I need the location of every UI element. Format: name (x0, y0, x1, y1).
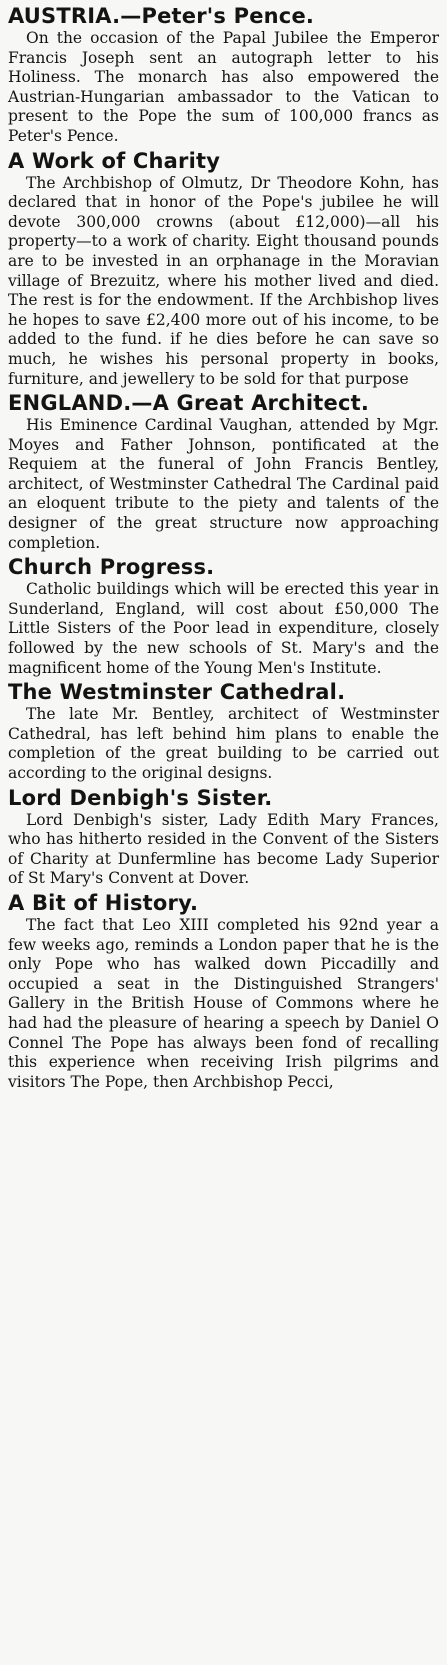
article-heading: The Westminster Cathedral. (8, 680, 346, 705)
article-body: Catholic buildings which will be erected this year in Sunderland, England, will cost about £50,000 The Little Sisters of the Poor lead in expenditure, closely followed by the new schools of St. Mary's and the magnificent home of the Young Men's Institute. (8, 580, 439, 677)
article-heading: Church Progress. (8, 555, 215, 580)
article-body: The fact that Leo XIII completed his 92nd year a few weeks ago, reminds a London paper that he is the only Pope who has walked down Piccadilly and occupied a seat in the Distinguished Strangers' Gallery in the British House of Commons where he had had the pleasure of hearing a speech by Daniel O Connel The Pope has always been fond of recalling this experience when receiving Irish pilgrims and visitors The Pope, then Archbishop Pecci, (8, 915, 439, 1091)
article-heading: A Bit of History. (8, 890, 199, 915)
article-westminster-cathedral (8, 680, 439, 783)
article-heading: A Work of Charity (8, 148, 221, 173)
article-body: Lord Denbigh's sister, Lady Edith Mary Frances, who has hitherto resided in the Convent of the Sisters of Charity at Dunfermline has become Lady Superior of St Mary's Convent at Dover. (8, 810, 439, 888)
article-bit-of-history (8, 891, 439, 1092)
article-heading: ENGLAND.—A Great Architect. (8, 391, 370, 416)
article-austria (8, 4, 439, 147)
article-lord-denbigh-sister (8, 786, 439, 889)
article-england (8, 391, 439, 553)
article-heading: AUSTRIA.—Peter's Pence. (8, 4, 315, 28)
article-heading: Lord Denbigh's Sister. (8, 785, 273, 810)
article-body: On the occasion of the Papal Jubilee the Emperor Francis Joseph sent an autograph letter to his Holiness. The monarch has also empowered the Austrian-Hungarian ambassador to the Vatican to present to the Pope the sum of 100,000 francs as Peter's Pence. (8, 29, 439, 145)
article-body: The late Mr. Bentley, architect of Westminster Cathedral, has left behind him plans to enable the completion of the great building to be carried out according to the original designs. (8, 705, 439, 782)
article-church-progress (8, 555, 439, 678)
article-body: The Archbishop of Olmutz, Dr Theodore Kohn, has declared that in honor of the Pope's jubilee he will devote 300,000 crowns (about £12,000)—all his property—to a work of charity. Eight thousand pounds are to be invested in an orphanage in the Moravian village of Brezuitz, where his mother lived and died. The rest is for the endowment. If the Archbishop lives he hopes to save £2,400 more out of his income, to be added to the fund. if he dies before he can save so much, he wishes his personal property in books, furniture, and jewellery to be sold for that purpose (8, 173, 439, 388)
article-body: His Eminence Cardinal Vaughan, attended by Mgr. Moyes and Father Johnson, pontificated at the Requiem at the funeral of John Francis Bentley, architect, of Westminster Cathedral The Cardinal paid an eloquent tribute to the piety and talents of the designer of the great structure now approaching completion. (8, 416, 439, 552)
article-work-of-charity (8, 149, 439, 390)
